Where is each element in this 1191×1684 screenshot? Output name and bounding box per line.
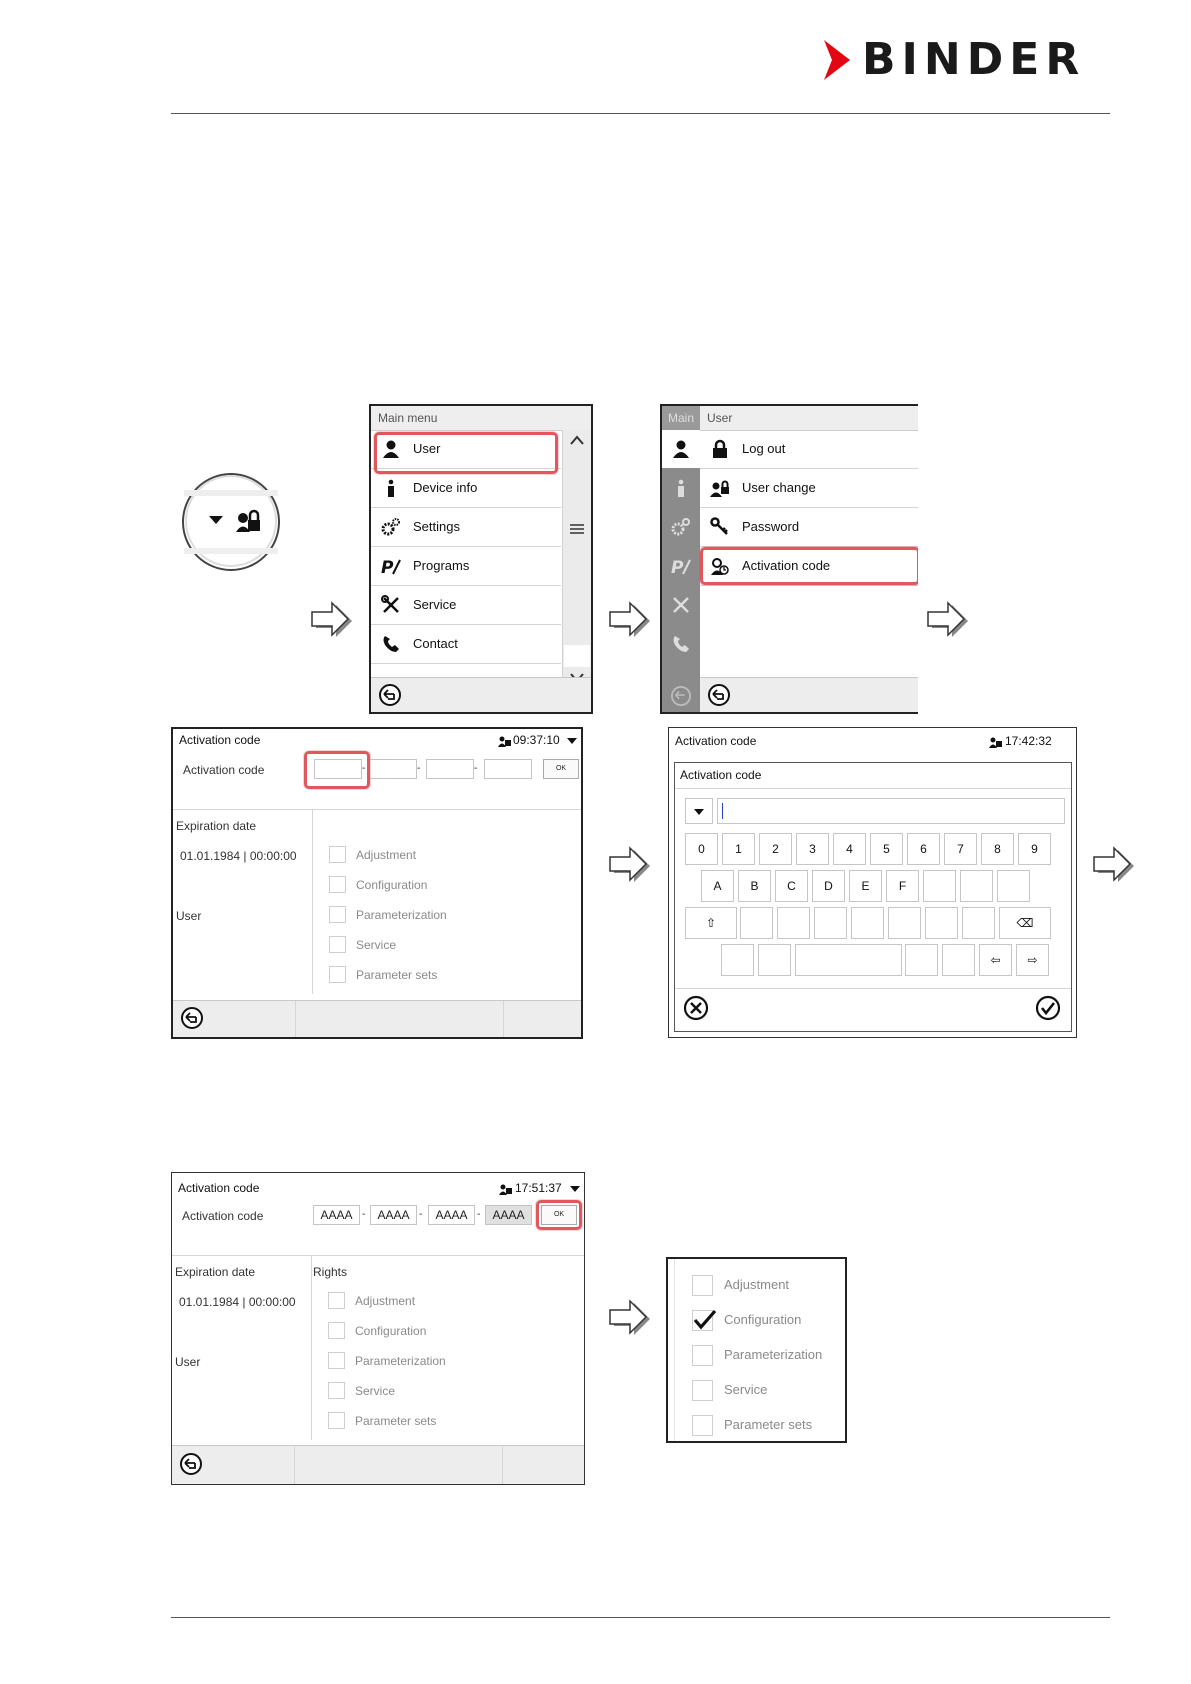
ok-button[interactable]: OK: [543, 759, 579, 779]
arrow-right-icon: [608, 845, 652, 883]
rights-label: Parameterization: [724, 1347, 823, 1362]
rights-checkbox: [328, 1412, 345, 1429]
key-D[interactable]: D: [812, 870, 845, 902]
main-sidebar: [662, 406, 700, 712]
chevron-down-icon[interactable]: [207, 514, 225, 526]
divider: [294, 1446, 295, 1484]
divider: [173, 809, 581, 810]
highlight-code-field: [304, 751, 370, 789]
key-blank[interactable]: [777, 907, 810, 939]
expiration-label: Expiration date: [175, 1265, 256, 1279]
clock-time: 17:42:32: [1005, 734, 1052, 748]
rights-label: Parameterization: [356, 908, 447, 922]
main-menu-header: Main menu: [371, 406, 591, 431]
user-lock-icon: [499, 1183, 513, 1195]
rights-label: Service: [724, 1382, 768, 1397]
rights-checkbox: [329, 846, 346, 863]
activation-code-label: Activation code: [183, 763, 265, 777]
dialog-title: Activation code: [680, 768, 762, 782]
user-menu-screen: [660, 404, 918, 714]
programs-icon[interactable]: [671, 556, 691, 576]
main-menu-screen: [369, 404, 593, 714]
clock-time: 09:37:10: [513, 733, 560, 747]
cancel-icon[interactable]: [683, 995, 709, 1021]
rights-checkbox: [328, 1322, 345, 1339]
user-label: User: [176, 909, 202, 923]
user-menu-footer: [700, 677, 918, 712]
key-blank[interactable]: [905, 944, 938, 976]
menu-scrollbar[interactable]: [562, 430, 591, 678]
highlight-activation-code: [700, 547, 918, 585]
highlight-user: [374, 432, 558, 474]
rights-label: Configuration: [355, 1324, 427, 1338]
user-lock-icon: [989, 736, 1003, 748]
sidebar-main-label: Main: [662, 406, 700, 430]
menu-item-user-change[interactable]: [700, 469, 918, 508]
menu-item-label: Password: [742, 519, 800, 534]
cursor-left-key[interactable]: ⇦: [979, 944, 1012, 976]
chevron-down-icon: [694, 809, 704, 816]
activation-code-screen: [171, 727, 583, 1039]
menu-item-settings[interactable]: [371, 508, 561, 547]
separator: -: [362, 1209, 366, 1220]
info-icon[interactable]: [671, 478, 691, 498]
menu-item-label: Service: [413, 597, 457, 612]
arrow-right-icon: [608, 600, 652, 638]
rights-result-panel: [666, 1257, 847, 1443]
key-blank[interactable]: [740, 907, 773, 939]
back-icon[interactable]: [379, 684, 401, 706]
divider: [311, 1255, 312, 1440]
activation-code-filled-screen: [171, 1172, 585, 1485]
svg-text:P: P: [381, 558, 394, 576]
rights-checkbox: [328, 1292, 345, 1309]
menu-item-service[interactable]: [371, 586, 561, 625]
key-E[interactable]: E: [849, 870, 882, 902]
key-7[interactable]: 7: [944, 833, 977, 865]
divider: [172, 1255, 584, 1256]
menu-item-password[interactable]: [700, 508, 918, 547]
key-0[interactable]: 0: [685, 833, 718, 865]
rights-label: Service: [355, 1384, 396, 1398]
chevron-down-icon[interactable]: [570, 1185, 580, 1193]
rights-label: Adjustment: [724, 1277, 790, 1292]
key-3[interactable]: 3: [796, 833, 829, 865]
separator: -: [474, 763, 478, 774]
rights-checkbox: [328, 1352, 345, 1369]
key-8[interactable]: 8: [981, 833, 1014, 865]
rights-label: Service: [356, 938, 397, 952]
separator: -: [362, 763, 366, 774]
menu-item-label: Settings: [413, 519, 460, 534]
back-icon[interactable]: [180, 1453, 202, 1475]
activation-code-label: Activation code: [182, 1209, 264, 1223]
key-blank[interactable]: [758, 944, 791, 976]
divider: [503, 1001, 504, 1037]
rights-label: Parameterization: [355, 1354, 446, 1368]
expiration-value: 01.01.1984 | 00:00:00: [180, 849, 297, 863]
expiration-label: Expiration date: [176, 819, 257, 833]
arrow-right-icon: [926, 600, 970, 638]
header-rule: [171, 113, 1110, 114]
rights-checkbox: [329, 906, 346, 923]
separator: -: [477, 1209, 481, 1220]
rights-checkbox-parameter-sets: [692, 1415, 713, 1436]
menu-item-device-info[interactable]: [371, 469, 561, 508]
divider: [312, 809, 313, 994]
screen-title: Activation code: [178, 1181, 260, 1195]
code-input[interactable]: [717, 798, 1065, 824]
gears-icon: [381, 517, 401, 537]
info-icon: [381, 478, 401, 498]
keyboard-dialog: [674, 762, 1072, 1032]
key-blank[interactable]: [814, 907, 847, 939]
menu-item-label: Programs: [413, 558, 470, 573]
key-5[interactable]: 5: [870, 833, 903, 865]
scroll-handle-icon[interactable]: [570, 523, 584, 535]
backspace-key[interactable]: ⌫: [999, 907, 1051, 939]
menu-item-label: User change: [742, 480, 816, 495]
key-blank[interactable]: [721, 944, 754, 976]
rights-label: Adjustment: [355, 1294, 416, 1308]
code-field-3[interactable]: AAAA: [428, 1205, 475, 1225]
rights-header: Rights: [313, 1265, 348, 1279]
code-field-2[interactable]: [369, 759, 417, 779]
tools-icon: [381, 595, 401, 615]
key-blank[interactable]: [925, 907, 958, 939]
expiration-value: 01.01.1984 | 00:00:00: [179, 1295, 296, 1309]
menu-item-label: Device info: [413, 480, 478, 495]
screen-title: Activation code: [179, 733, 261, 747]
code-field-2[interactable]: AAAA: [370, 1205, 417, 1225]
sidebar-item-user[interactable]: [662, 430, 700, 468]
screen-title: Activation code: [675, 734, 757, 748]
code-field-1[interactable]: AAAA: [313, 1205, 360, 1225]
screen-footer: [172, 1445, 584, 1484]
scroll-thumb[interactable]: [564, 645, 590, 667]
divider: [295, 1001, 296, 1037]
user-lock-icon[interactable]: [235, 508, 263, 534]
key-blank[interactable]: [942, 944, 975, 976]
keyboard-screen: [668, 727, 1077, 1038]
rights-checkbox-configuration: [692, 1310, 713, 1331]
divider: [674, 1259, 675, 1443]
clock-time: 17:51:37: [515, 1181, 562, 1195]
code-field-3[interactable]: [426, 759, 474, 779]
rights-label: Parameter sets: [724, 1417, 813, 1432]
phone-icon: [381, 634, 401, 654]
lock-icon: [710, 439, 730, 459]
key-blank[interactable]: [851, 907, 884, 939]
key-blank[interactable]: [960, 870, 993, 902]
checkmark-icon: [693, 1308, 717, 1332]
rights-checkbox: [328, 1382, 345, 1399]
menu-item-contact[interactable]: [371, 625, 561, 664]
user-lock-icon: [498, 735, 512, 747]
menu-item-log-out[interactable]: [700, 430, 918, 469]
rights-checkbox-adjustment: [692, 1275, 713, 1296]
rights-label: Adjustment: [356, 848, 417, 862]
key-9[interactable]: 9: [1018, 833, 1051, 865]
shift-key[interactable]: ⇧: [685, 907, 737, 939]
key-B[interactable]: B: [738, 870, 771, 902]
separator: -: [417, 763, 421, 774]
divider: [502, 1446, 503, 1484]
back-icon: [671, 686, 691, 706]
screen-footer: [173, 1000, 581, 1037]
confirm-icon[interactable]: [1035, 995, 1061, 1021]
key-blank[interactable]: [962, 907, 995, 939]
highlight-ok-button: [536, 1200, 582, 1230]
key-blank[interactable]: [923, 870, 956, 902]
code-field-4[interactable]: AAAA: [485, 1205, 532, 1225]
menu-item-programs[interactable]: [371, 547, 561, 586]
code-field-4[interactable]: [484, 759, 532, 779]
cursor-right-key[interactable]: ⇨: [1016, 944, 1049, 976]
chevron-up-icon[interactable]: [569, 434, 585, 446]
phone-icon[interactable]: [671, 634, 691, 654]
back-icon[interactable]: [708, 684, 730, 706]
rights-checkbox: [329, 966, 346, 983]
magnifier: [181, 470, 281, 572]
ok-button[interactable]: OK: [541, 1205, 577, 1225]
key-icon: [710, 517, 730, 537]
programs-icon: [381, 556, 401, 576]
rights-label: Configuration: [724, 1312, 802, 1327]
brand-name: BINDER: [862, 34, 1086, 85]
arrow-right-icon: [608, 1298, 652, 1336]
key-4[interactable]: 4: [833, 833, 866, 865]
user-icon: [671, 439, 691, 459]
divider: [675, 988, 1071, 989]
key-F[interactable]: F: [886, 870, 919, 902]
binder-logo-mark-icon: [820, 36, 856, 84]
rights-label: Parameter sets: [355, 1414, 437, 1428]
user-menu-header: User: [700, 406, 918, 431]
main-menu-footer: [371, 677, 591, 712]
key-2[interactable]: 2: [759, 833, 792, 865]
arrow-right-icon: [310, 600, 354, 638]
menu-item-label: Activation code: [742, 558, 831, 573]
rights-checkbox-parameterization: [692, 1345, 713, 1366]
gears-icon[interactable]: [671, 517, 691, 537]
separator: -: [419, 1209, 423, 1220]
rights-label: Parameter sets: [356, 968, 438, 982]
user-label: User: [175, 1355, 201, 1369]
rights-label: Configuration: [356, 878, 428, 892]
binder-logo: [820, 36, 1112, 84]
rights-checkbox-service: [692, 1380, 713, 1401]
chevron-down-icon[interactable]: [567, 737, 577, 745]
arrow-right-icon: [1092, 845, 1136, 883]
user-change-icon: [710, 478, 730, 498]
key-blank[interactable]: [888, 907, 921, 939]
key-1[interactable]: 1: [722, 833, 755, 865]
menu-item-label: Contact: [413, 636, 458, 651]
rights-checkbox: [329, 936, 346, 953]
key-6[interactable]: 6: [907, 833, 940, 865]
space-key[interactable]: [795, 944, 902, 976]
footer-rule: [171, 1617, 1110, 1618]
key-blank[interactable]: [997, 870, 1030, 902]
key-A[interactable]: A: [701, 870, 734, 902]
menu-item-label: Log out: [742, 441, 786, 456]
svg-text:P: P: [671, 558, 684, 576]
back-icon[interactable]: [181, 1007, 203, 1029]
menu-item-label: User: [413, 441, 441, 456]
divider: [675, 788, 1071, 789]
dropdown-button[interactable]: [685, 798, 713, 824]
text-cursor: [722, 803, 723, 819]
key-C[interactable]: C: [775, 870, 808, 902]
rights-checkbox: [329, 876, 346, 893]
tools-icon[interactable]: [671, 595, 691, 615]
